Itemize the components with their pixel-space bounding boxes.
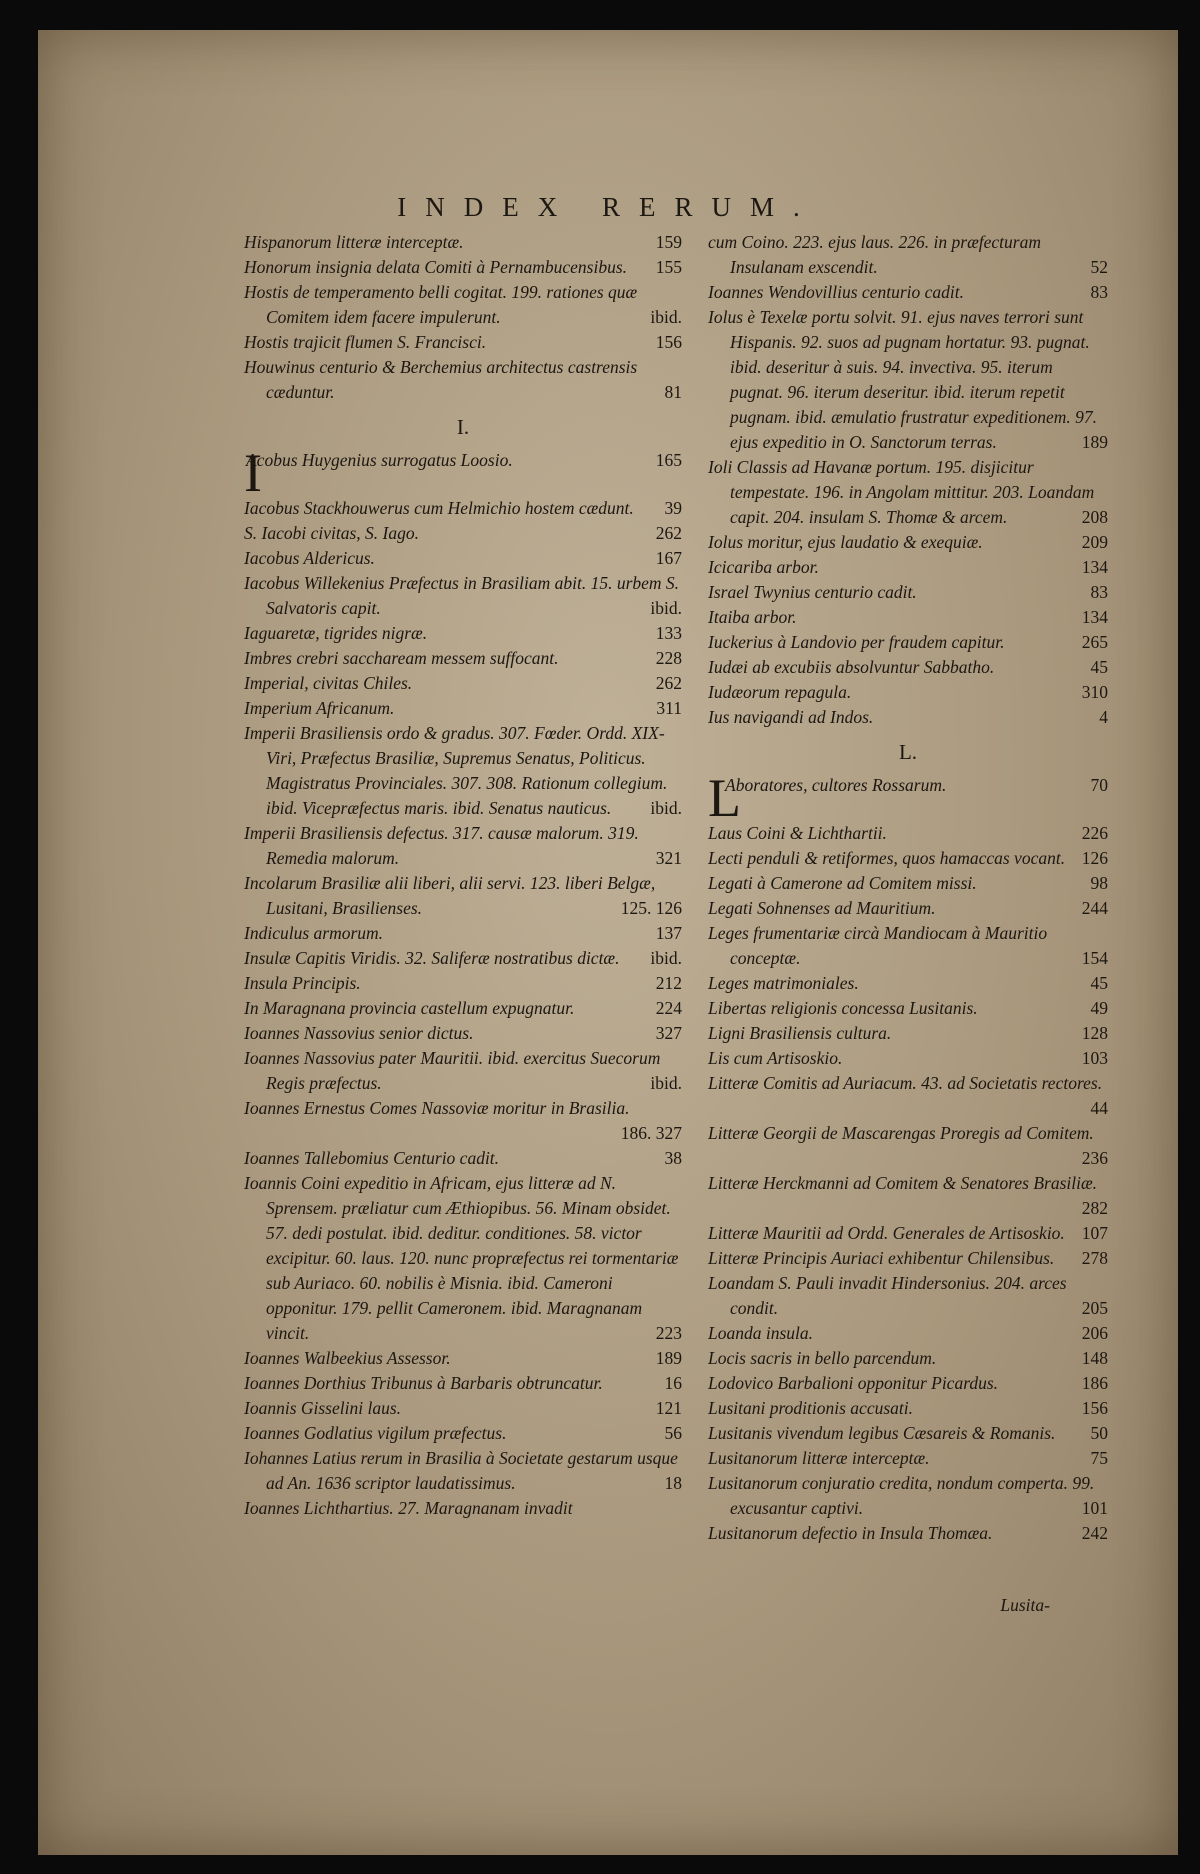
- page-reference: 224: [655, 998, 682, 1018]
- entry-text: Ioannes Godlatius vigilum præfectus.: [244, 1423, 507, 1443]
- index-entry: [244, 280, 682, 330]
- page-reference: 4: [1099, 707, 1108, 727]
- index-entry: [708, 280, 1108, 305]
- index-entry: [708, 1121, 1108, 1171]
- entry-text: Iaguaretæ, tigrides nigræ.: [244, 623, 428, 643]
- entry-text: Lodovico Barbalioni opponitur Picardus.: [708, 1373, 999, 1393]
- index-entry: [708, 1321, 1108, 1346]
- index-entry: [708, 1371, 1108, 1396]
- page-reference: 242: [1081, 1523, 1108, 1543]
- page-reference: 134: [1081, 607, 1108, 627]
- page-reference: 209: [1081, 532, 1108, 552]
- entry-text: Legati à Camerone ad Comitem missi.: [708, 873, 977, 893]
- page-reference: 39: [664, 498, 682, 518]
- entry-text: Locis sacris in bello parcendum.: [708, 1348, 937, 1368]
- page-reference: 206: [1081, 1323, 1108, 1343]
- page-reference: 18: [664, 1473, 682, 1493]
- entry-text: Imperii Brasiliensis ordo & gradus. 307. Fœder. Ordd. XIX-Viri, Præfectus Brasiliæ, Supremus Senatus, Politicus. Magistratus Provinciales. 307. 308. Rationum collegium. ibid. Vicepræfectus maris. ibid. Senatus nauticus.: [244, 723, 668, 818]
- entry-text: Litteræ Georgii de Mascarengas Proregis ad Comitem.: [708, 1123, 1094, 1143]
- page-reference: 156: [1081, 1398, 1108, 1418]
- page-reference: ibid.: [650, 948, 682, 968]
- page-reference: 311: [656, 698, 682, 718]
- entry-text: Imperium Africanum.: [244, 698, 395, 718]
- entry-text: Ioli Classis ad Havanæ portum. 195. disjicitur tempestate. 196. in Angolam mittitur. 203. Loandam capit. 204. insulam S. Thomæ & arcem.: [708, 457, 1095, 527]
- page-reference: 103: [1081, 1048, 1108, 1068]
- page-reference: 75: [1090, 1448, 1108, 1468]
- index-entry: [244, 871, 682, 921]
- entry-text: Hostis trajicit flumen S. Francisci.: [244, 332, 487, 352]
- entry-text: Ioannes Dorthius Tribunus à Barbaris obtruncatur.: [244, 1373, 603, 1393]
- entry-text: Litteræ Comitis ad Auriacum. 43. ad Societatis rectores.: [708, 1073, 1103, 1093]
- page-reference: 38: [664, 1148, 682, 1168]
- index-entry: [708, 821, 1108, 846]
- entry-text: Insulæ Capitis Viridis. 32. Saliferæ nostratibus dictæ.: [244, 948, 620, 968]
- page-reference: 83: [1090, 282, 1108, 302]
- index-entry: [708, 230, 1108, 280]
- page-reference: 56: [664, 1423, 682, 1443]
- index-entry: [708, 1071, 1108, 1121]
- page-reference: 98: [1090, 873, 1108, 893]
- entry-text: Israel Twynius centurio cadit.: [708, 582, 917, 602]
- index-entry: [244, 1371, 682, 1396]
- index-entry: [244, 1346, 682, 1371]
- page-reference: 45: [1090, 973, 1108, 993]
- index-entry: [708, 1221, 1108, 1246]
- index-entry: [708, 971, 1108, 996]
- index-entry: [708, 1021, 1108, 1046]
- index-entry: [244, 921, 682, 946]
- index-entry: [244, 1396, 682, 1421]
- entry-text: Lecti penduli & retiformes, quos hamaccas vocant.: [708, 848, 1066, 868]
- entry-text: Iacobus Aldericus.: [244, 548, 375, 568]
- index-entry: [708, 846, 1108, 871]
- page-reference: 226: [1081, 823, 1108, 843]
- entry-text: S. Iacobi civitas, S. Iago.: [244, 523, 419, 543]
- index-entry: [244, 1446, 682, 1496]
- entry-text: Ioannes Tallebomius Centurio cadit.: [244, 1148, 500, 1168]
- entry-text: Ioannis Coini expeditio in Africam, ejus litteræ ad N. Sprensem. præliatur cum Æthiopibus. 56. Minam obsidet. 57. dedi postulat. ibid. deditur. conditiones. 58. victor excipitur. 60. laus. 120. nunc propræfectus rei tormentariæ sub Auriaco. 60. nobilis è Misnia. ibid. Cameroni opponitur. 179. pellit Cameronem. ibid. Maragnanam vincit.: [244, 1173, 679, 1343]
- page-reference: 189: [1081, 432, 1108, 452]
- section-letter: L.: [898, 740, 918, 764]
- entry-text: Hispanorum litteræ interceptæ.: [244, 232, 464, 252]
- entry-text: Iacobus Stackhouwerus cum Helmichio hostem cædunt.: [244, 498, 634, 518]
- entry-text: Iolus moritur, ejus laudatio & exequiæ.: [708, 532, 983, 552]
- page-reference: ibid.: [650, 307, 682, 327]
- entry-text: Litteræ Mauritii ad Ordd. Generales de Artisoskio.: [708, 1223, 1065, 1243]
- page-reference: 155: [655, 257, 682, 277]
- section-letter: I.: [456, 415, 470, 439]
- entry-text: Leges frumentariæ circà Mandiocam à Mauritio conceptæ.: [708, 923, 1048, 968]
- page-reference: 205: [1081, 1298, 1108, 1318]
- page-reference: 186: [1081, 1373, 1108, 1393]
- index-entry: [708, 555, 1108, 580]
- entry-text: Ioannes Wendovillius centurio cadit.: [708, 282, 964, 302]
- entry-text: Legati Sohnenses ad Mauritium.: [708, 898, 936, 918]
- page-reference: 212: [655, 973, 682, 993]
- page-reference: 49: [1090, 998, 1108, 1018]
- entry-text: Libertas religionis concessa Lusitanis.: [708, 998, 978, 1018]
- index-entry: [244, 1421, 682, 1446]
- page-reference: 189: [655, 1348, 682, 1368]
- entry-text: Lis cum Artisoskio.: [708, 1048, 843, 1068]
- index-entry: [708, 630, 1108, 655]
- page-reference: 83: [1090, 582, 1108, 602]
- entry-text: Litteræ Principis Auriaci exhibentur Chilensibus.: [708, 1248, 1055, 1268]
- page-reference: 186. 327: [620, 1123, 682, 1143]
- entry-text: Itaiba arbor.: [708, 607, 797, 627]
- entry-text: Ioannis Gisselini laus.: [244, 1398, 402, 1418]
- page-heading: INDEX RERUM.: [397, 192, 819, 222]
- entry-text: Ioannes Walbeekius Assessor.: [244, 1348, 451, 1368]
- entry-text: Lusitanorum conjuratio credita, nondum comperta. 99. excusantur captivi.: [708, 1473, 1095, 1518]
- page-reference: 165: [655, 450, 682, 470]
- entry-text: Ioannes Lichthartius. 27. Maragnanam invadit: [244, 1498, 573, 1518]
- index-entry: [244, 946, 682, 971]
- index-entry: [244, 546, 682, 571]
- index-entry: [708, 705, 1108, 730]
- entry-text: Loandam S. Pauli invadit Hindersonius. 204. arces condit.: [708, 1273, 1067, 1318]
- entry-text: Iudæi ab excubiis absolvuntur Sabbatho.: [708, 657, 995, 677]
- index-entry: [708, 1346, 1108, 1371]
- page-reference: 126: [1081, 848, 1108, 868]
- index-entry: [708, 1046, 1108, 1071]
- index-entry: [244, 521, 682, 546]
- index-entry: [244, 996, 682, 1021]
- entry-text: cum Coino. 223. ejus laus. 226. in præfecturam Insulanam exscendit.: [708, 232, 1041, 277]
- index-entry: [708, 1246, 1108, 1271]
- index-entry: [708, 605, 1108, 630]
- page-reference: 282: [1081, 1198, 1108, 1218]
- entry-text: Icicariba arbor.: [708, 557, 819, 577]
- index-entry: [708, 530, 1108, 555]
- entry-text: Ioannes Nassovius pater Mauritii. ibid. exercitus Suecorum Regis præfectus.: [244, 1048, 661, 1093]
- page-reference: 208: [1081, 507, 1108, 527]
- entry-text: Leges matrimoniales.: [708, 973, 859, 993]
- entry-text: Iacobus Willekenius Præfectus in Brasiliam abit. 15. urbem S. Salvatoris capit.: [244, 573, 680, 618]
- index-entry: [244, 671, 682, 696]
- entry-text: Ioannes Nassovius senior dictus.: [244, 1023, 474, 1043]
- index-entry: [708, 768, 1108, 828]
- page-reference: 278: [1081, 1248, 1108, 1268]
- index-entry: [708, 1471, 1108, 1521]
- page-reference: 148: [1081, 1348, 1108, 1368]
- index-entry: [244, 646, 682, 671]
- index-entry: [244, 255, 682, 280]
- page-reference: 321: [655, 848, 682, 868]
- page-reference: 262: [655, 673, 682, 693]
- entry-text: Iudæorum repagula.: [708, 682, 852, 702]
- index-entry: [708, 680, 1108, 705]
- page-reference: 45: [1090, 657, 1108, 677]
- page-reference: 121: [655, 1398, 682, 1418]
- index-entry: [244, 443, 682, 503]
- index-entry: [244, 330, 682, 355]
- index-entry: [708, 1446, 1108, 1471]
- index-entry: [708, 921, 1108, 971]
- page-reference: 236: [1081, 1148, 1108, 1168]
- index-entry: [708, 455, 1108, 530]
- page-reference: 16: [664, 1373, 682, 1393]
- entry-text: Laus Coini & Lichthartii.: [708, 823, 887, 843]
- index-entry: [244, 1021, 682, 1046]
- page-reference: 107: [1081, 1223, 1108, 1243]
- entry-text: Houwinus centurio & Berchemius architectus castrensis cæduntur.: [244, 357, 638, 402]
- index-page: [38, 30, 1178, 1855]
- entry-text: Ligni Brasiliensis cultura.: [708, 1023, 892, 1043]
- index-entry: [244, 355, 682, 405]
- index-entry: [708, 580, 1108, 605]
- index-entry: [244, 721, 682, 821]
- entry-text: In Maragnana provincia castellum expugnatur.: [244, 998, 575, 1018]
- page-reference: 310: [1081, 682, 1108, 702]
- entry-text: Insula Principis.: [244, 973, 361, 993]
- entry-text: Indiculus armorum.: [244, 923, 384, 943]
- index-entry: [708, 1421, 1108, 1446]
- entry-text: Hostis de temperamento belli cogitat. 199. rationes quæ Comitem idem facere impulerunt.: [244, 282, 638, 327]
- entry-text: Acobus Huygenius surrogatus Loosio.: [245, 450, 513, 470]
- page-reference: 70: [1090, 775, 1108, 795]
- index-entry: [244, 571, 682, 621]
- page-reference: 167: [655, 548, 682, 568]
- page-reference: 327: [655, 1023, 682, 1043]
- index-entry: [708, 871, 1108, 896]
- page-reference: ibid.: [650, 798, 682, 818]
- entry-text: Iohannes Latius rerum in Brasilia à Societate gestarum usque ad An. 1636 scriptor laudatissimus.: [244, 1448, 678, 1493]
- page-reference: 244: [1081, 898, 1108, 918]
- index-entry: [244, 1096, 682, 1146]
- page-reference: 156: [655, 332, 682, 352]
- entry-text: Ioannes Ernestus Comes Nassoviæ moritur in Brasilia.: [244, 1098, 630, 1118]
- page-reference: ibid.: [650, 598, 682, 618]
- page-reference: 133: [655, 623, 682, 643]
- index-entry: [244, 230, 682, 255]
- entry-text: Incolarum Brasiliæ alii liberi, alii servi. 123. liberi Belgæ, Lusitani, Brasilienses.: [244, 873, 656, 918]
- page-reference: 125. 126: [620, 898, 682, 918]
- entry-text: Lusitanis vivendum legibus Cæsareis & Romanis.: [708, 1423, 1056, 1443]
- page-reference: 265: [1081, 632, 1108, 652]
- index-entry: [244, 1171, 682, 1346]
- index-entry: [244, 1146, 682, 1171]
- entry-text: Loanda insula.: [708, 1323, 814, 1343]
- page-reference: 44: [1090, 1098, 1108, 1118]
- left-column: [244, 230, 682, 1521]
- index-entry: [244, 496, 682, 521]
- page-reference: 154: [1081, 948, 1108, 968]
- page-reference: 262: [655, 523, 682, 543]
- page-reference: 223: [655, 1323, 682, 1343]
- entry-text: Imbres crebri sacchaream messem suffocant.: [244, 648, 559, 668]
- catchword: Lusita-: [1000, 1595, 1050, 1615]
- index-entry: [708, 896, 1108, 921]
- index-entry: [244, 696, 682, 721]
- entry-text: Aboratores, cultores Rossarum.: [725, 775, 947, 795]
- entry-text: Imperii Brasiliensis defectus. 317. causæ malorum. 319. Remedia malorum.: [244, 823, 639, 868]
- index-entry: [244, 971, 682, 996]
- index-entry: [244, 621, 682, 646]
- page-reference: ibid.: [650, 1073, 682, 1093]
- index-entry: [708, 655, 1108, 680]
- drop-cap: L: [708, 768, 741, 828]
- index-entry: [708, 305, 1108, 455]
- index-entry: [244, 1496, 682, 1521]
- entry-text: Litteræ Herckmanni ad Comitem & Senatores Brasiliæ.: [708, 1173, 1098, 1193]
- page-reference: 228: [655, 648, 682, 668]
- page-reference: 134: [1081, 557, 1108, 577]
- page-reference: 159: [655, 232, 682, 252]
- entry-text: Lusitani proditionis accusati.: [708, 1398, 913, 1418]
- index-entry: [708, 1271, 1108, 1321]
- index-entry: [708, 1396, 1108, 1421]
- index-entry: [244, 1046, 682, 1096]
- drop-cap: I: [244, 443, 262, 503]
- page-reference: 81: [664, 382, 682, 402]
- entry-text: Iolus è Texelæ portu solvit. 91. ejus naves terrori sunt Hispanis. 92. suos ad pugnam hortatur. 93. pugnat. ibid. deseritur à suis. 94. invectiva. 95. iterum pugnat. 96. iterum deseritur. ibid. iterum repetit pugnam. ibid. æmulatio frustratur expeditionem. 97. ejus expeditio in O. Sanctorum terras.: [708, 307, 1098, 452]
- entry-text: Honorum insignia delata Comiti à Pernambucensibus.: [244, 257, 628, 277]
- index-entry: [708, 1521, 1108, 1546]
- index-entry: [708, 996, 1108, 1021]
- page-reference: 50: [1090, 1423, 1108, 1443]
- entry-text: Iuckerius à Landovio per fraudem capitur.: [708, 632, 1005, 652]
- entry-text: Imperial, civitas Chiles.: [244, 673, 413, 693]
- entry-text: Lusitanorum defectio in Insula Thomæa.: [708, 1523, 993, 1543]
- right-column: [708, 230, 1108, 1546]
- page-reference: 128: [1081, 1023, 1108, 1043]
- entry-text: Ius navigandi ad Indos.: [708, 707, 874, 727]
- index-entry: [244, 821, 682, 871]
- index-entry: [708, 1171, 1108, 1221]
- page-reference: 137: [655, 923, 682, 943]
- page-reference: 52: [1090, 257, 1108, 277]
- page-reference: 101: [1081, 1498, 1108, 1518]
- entry-text: Lusitanorum litteræ interceptæ.: [708, 1448, 930, 1468]
